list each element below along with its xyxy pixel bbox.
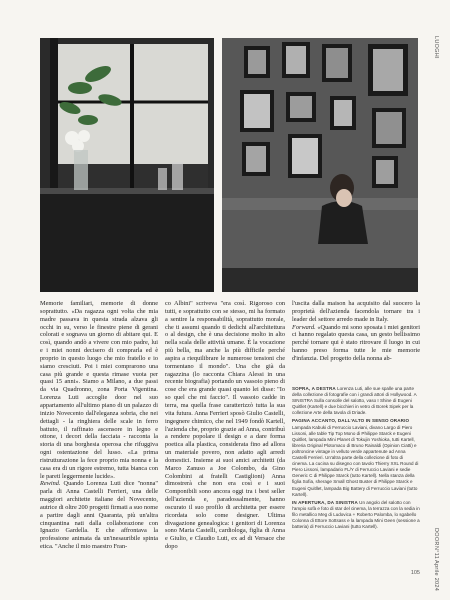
article-paragraph: Memorie familiari, memorie di donne soprattutto. «Da ragazza ogni volta che mia madre passava in questa strada alzava gli occhi in su, verso le finestre piene di gerani colorati e sognava un giorno di abitare qui. E così, quando andò a vivere con mio padre, lui e i miei nonni decisero di comprarla ed è proprio in questo luogo che mio fratello e io siamo cresciuti. Poi i miei comprarono una casa più grande e questa rimase vuota per quasi 15 anni». Siamo a Milano, a due passi da via Quadronno, zona Porta Vigentina. Lorenza Luti accoglie door nel suo appartamento all'ultimo piano di un palazzo di inizio Novecento dall'eleganza sobria, che nei dettagli - la ringhiera delle scale in ferro battuto, il raffinato ascensore in legno e ottone, i decori della facciata - racconta la storia di una borghesia operosa che rifuggiva ogni ostentazione del lusso. «La prima ristrutturazione la fece proprio mia nonna e la casa era di un rigore estremo, tutta bianca con le pareti leggermente lucide». xyxy=(40,300,158,480)
section-label: LUOGHI xyxy=(433,36,439,59)
article-column-2 xyxy=(165,300,285,551)
article-paragraph xyxy=(292,324,420,363)
article-paragraph: co Albini" scriveva "era così. Rigoroso con tutti, e soprattutto con se stesso, mi ha formato a sentire la responsabilità, soprattutto morale, che ti assumi quando ti dedichi all'architettura o al design, che è una decisione molto in alto nella scala delle attività umane. È la vocazione più bella, ma anche la più difficile perché aspira a riequilibrare le numerose tensioni che tormentano il mondo". Una che già da ragazzina (lo racconta Chiara Alessi in una recente biografia) portando un vassoio pieno di cose che era grande quasi quanto lei disse: "Io so quel che mi faccio". Il vassoio cadde in terra, ma quella frase caratterizzò tutta la sua vita futura. Anna Ferrieri sposò Giulio Castelli, ingegnere chimico, che nel 1949 fondò Kartell, l'azienda che, proprio grazie ad Anna, contribuì a rendere popolare il design e a dare forma poetica alla plastica, considerata fino ad allora un materiale povero, non adatto agli arredi domestici. Insieme ai suoi amici architetti (da Marco Zanuso a Joe Colombo, da Gino Colombini ai fratelli Castiglioni) Anna dimostrerà che non era così e i suoi Componibili sono ancora oggi tra i best seller dell'azienda e, paradossalmente, hanno oscurato il suo profilo di architetta per essere ricordata solo come designer. Ultima divagazione genealogica: i genitori di Lorenza sono Maria Castelli, cardiologa, figlia di Anna e Giulio, e Claudio Luti, ex ad di Versace che dopo xyxy=(165,300,285,551)
caption-text: Lampada Kabuki di Ferruccio Laviani, divano Largo di Piero Lissoni, alle table Tip Top Mono di Philippe Starck e Eugeni Quitllet, lampada Mini Planet di Tokujin Yoshioka, tutti Kartell, libreria Original Plotomaco di Bruno Rainaldi (Opinion Ciatti) e poltroncine vintage in velluto verde appartenute ad Anna Castelli Ferrieri. Un'altra parte della collezione di foto di cinema. La cucina su disegno con tavolo Thierry XXL Round di Piero Lissoni, lampadario FL/Y di Ferruccio Laviani e sedie Generic C di Philippe Starck (tutto Kartell). Nella stanza della figlia Sofia, sherage Small Ghost Buster di Philippe Starck e Eugeni Quitllet, lampada Big Battery di Ferruccio Laviani (tutto Kartell). xyxy=(292,424,419,497)
paragraph-text: «Quando mi sono sposata i miei genitori ci hanno regalato questa casa, un gesto bellissimo perché tornare qui è stato ritrovare il luogo in cui hanno preso forma tutte le mie memorie d'infanzia. Del progetto della nonna ab- xyxy=(292,323,420,362)
article-paragraph: l'uscita dalla maison ha acquisito dal suocero la proprietà dell'azienda facendola tornare tra i leader del settore arredo made in Italy. xyxy=(292,300,420,323)
photo-interior-window xyxy=(40,38,214,292)
page-number: 105 xyxy=(410,570,420,576)
wall-frames-sofa-illustration xyxy=(222,38,418,292)
issue-number: N°11 xyxy=(433,546,439,560)
caption-text: Un angolo del salotto con l'ampio sofà e foto di star del cinema, la terrazza con la sedia in filo metallico Meg di Ludovica + Roberto Palomba, lo sgabello Colonna di Ettore Sottsass e la lampada Mini Geen (sessione a batteria) di Ferruccio Laviani (tutto Kartell). xyxy=(292,499,420,530)
photo-portrait-salotto xyxy=(222,38,418,292)
issue-date: Aprile 2024 xyxy=(433,560,439,592)
window-plant-illustration xyxy=(40,38,214,292)
caption-heading: IN APERTURA, DA SINISTRA xyxy=(292,499,358,505)
paragraph-lead: Forward. xyxy=(292,323,316,331)
article-paragraph xyxy=(40,480,158,551)
paragraph-text: Quando Lorenza Luti dice "nonna" parla di Anna Castelli Ferrieri, una delle maggiori architette italiane del Novecento, autrice di oltre 200 progetti firmati a suo nome a partire dagli anni Quaranta, più un'altra cinquantina nati dalla collaborazione con Ignazio Gardella. E che affrontava la professione animata da un'inesauribile spinta etica. "Anche il mio maestro Fran- xyxy=(40,480,158,551)
photo-captions xyxy=(292,386,420,532)
caption-text: Lorenza Luti, alle sue spalle una parte della collezione di fotografie con i grandi attori di Hollywood. A SINISTRA Sulla consolle del salotto, vaso I Shine di Eugeni Quitllet (Kartell) e due bicchieri in vetro di Borek Sipek per la collezione Arte della tavola di Driade. xyxy=(292,386,417,416)
caption xyxy=(292,418,420,497)
paragraph-lead: Rewind. xyxy=(40,480,61,488)
caption-heading: SOPRA, A DESTRA xyxy=(292,386,336,391)
caption xyxy=(292,500,420,530)
article-column-3 xyxy=(292,300,420,363)
caption xyxy=(292,386,420,416)
magazine-name: DOOR xyxy=(433,528,439,546)
article-column-1 xyxy=(40,300,158,551)
caption-heading: PAGINA ACCANTO, DALL'ALTO IN SENSO ORARIO xyxy=(292,418,410,424)
